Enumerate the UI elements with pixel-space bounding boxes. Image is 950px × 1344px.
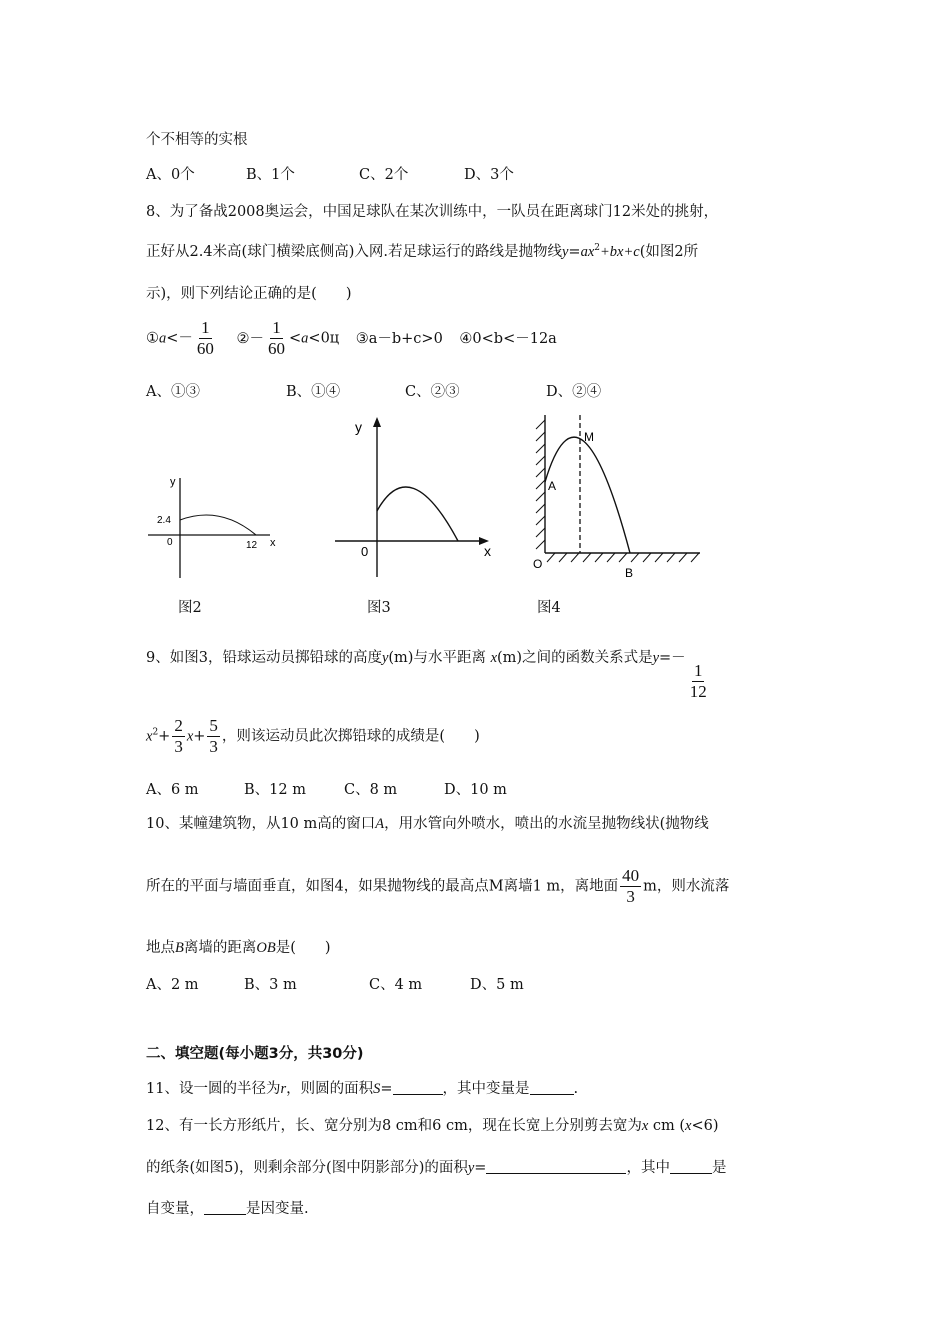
q7-options [146, 163, 746, 183]
q7-option-a: A、0个 [146, 167, 195, 183]
q10-option-b: B、3 m [244, 977, 297, 993]
q10-options [146, 973, 746, 993]
q8-line3: 示)，则下列结论正确的是( ) [146, 286, 352, 302]
q7-option-c: C、2个 [359, 167, 409, 183]
q12-blank-dependent[interactable] [204, 1200, 246, 1215]
q11-blank-area[interactable] [393, 1080, 443, 1095]
q9-option-a: A、6 m [146, 782, 199, 798]
fig4-point-a: A [548, 479, 557, 493]
q12-blank-area[interactable] [486, 1159, 626, 1174]
q9-options [146, 778, 746, 798]
fig4-ground-hatch [547, 553, 699, 562]
fig3-y-label: y [355, 419, 362, 435]
fig4-point-b: B [625, 566, 634, 580]
q9-option-d: D、10 m [444, 782, 507, 798]
fig3-caption: 图3 [367, 600, 391, 616]
q8-line2: 正好从2.4米高(球门横梁底侧高)入网.若足球运行的路线是抛物线$y=ax^2+bx+c$(如图2所 [146, 243, 699, 260]
fraction-1-60-b: $\frac{1}{60}$ [268, 318, 286, 358]
fig2-x-label: x [270, 537, 276, 549]
fraction-2-3: $\frac{2}{3}$ [174, 716, 183, 756]
q12-line2: 的纸条(如图5)，则剩余部分(图中阴影部分)的面积y= ，其中 是 [146, 1160, 727, 1176]
fraction-1-60: $\frac{1}{60}$ [196, 318, 214, 358]
fig3-x-label: x [484, 543, 491, 559]
q10-line3: 地点B离墙的距离OB是( ) [146, 940, 331, 956]
fig2-parabola [180, 515, 256, 535]
fig2-x-mark: 12 [246, 540, 258, 551]
fig2-origin: 0 [167, 537, 173, 548]
section-2-title: 二、填空题(每小题3分，共30分) [146, 1046, 364, 1062]
q10-line1: 10、某幢建筑物，从10 m高的窗口A，用水管向外喷水，喷出的水流呈抛物线状(抛物线 [146, 816, 709, 832]
q9-line1: 9、如图3，铅球运动员掷铅球的高度y(m)与水平距离 x(m)之间的函数关系式是y=－ $\frac{1}{12}$ [146, 650, 707, 701]
q8-option-d: D、②④ [546, 384, 602, 400]
q10-option-c: C、4 m [369, 977, 423, 993]
fig3-origin: 0 [361, 544, 369, 559]
fig4-parabola [545, 437, 630, 553]
fig4-caption: 图4 [537, 600, 561, 616]
q8-line1: 8、为了备战2008奥运会，中国足球队在某次训练中，一队员在距离球门12米处的挑射， [146, 204, 719, 220]
figure-2 [140, 470, 290, 585]
q11-blank-variable[interactable] [530, 1080, 574, 1095]
q8-options [146, 380, 746, 400]
q9-option-b: B、12 m [244, 782, 306, 798]
q9-line2: $x^2+$ $\frac{2}{3}$ x+ $\frac{5}{3}$ ，则该运动员此次掷铅球的成绩是( ) [146, 716, 480, 756]
fig4-origin: O [533, 557, 543, 571]
fig4-wall-hatch [536, 420, 545, 549]
q10-line2: 所在的平面与墙面垂直，如图4，如果抛物线的最高点M离墙1 m，离地面 $\frac{40}{3}$ m，则水流落 [146, 866, 730, 906]
fig2-y-mark: 2.4 [157, 515, 171, 526]
fraction-1-12: $\frac{1}{12}$ [689, 661, 707, 701]
q12-line3: 自变量， 是因变量. [146, 1201, 309, 1217]
q9-option-c: C、8 m [344, 782, 398, 798]
q8-option-b: B、①④ [286, 384, 341, 400]
q12-line1: 12、有一长方形纸片，长、宽分别为8 cm和6 cm，现在长宽上分别剪去宽为x cm (x<6) [146, 1118, 719, 1134]
fraction-5-3: $\frac{5}{3}$ [209, 716, 218, 756]
fig3-parabola [377, 487, 458, 541]
q11: 11、设一圆的半径为r，则圆的面积S= ，其中变量是 . [146, 1081, 579, 1097]
q7-option-d: D、3个 [464, 167, 514, 183]
fig3-y-arrow [373, 417, 381, 427]
q7-tail: 个不相等的实根 [146, 132, 248, 148]
q12-blank-independent[interactable] [670, 1159, 712, 1174]
q8-conclusions: ①a<－ $\frac{1}{60}$ ②－ $\frac{1}{60}$ <a<0ц ③a－b+c>0 ④0<b<－12a [146, 318, 557, 358]
q10-option-a: A、2 m [146, 977, 199, 993]
fig2-caption: 图2 [178, 600, 202, 616]
q8-option-a: A、①③ [146, 384, 200, 400]
fig4-point-m: M [584, 430, 594, 444]
fig2-y-label: y [170, 476, 176, 488]
figure-4 [525, 410, 715, 585]
fraction-40-3: $\frac{40}{3}$ [622, 866, 640, 906]
q10-option-d: D、5 m [470, 977, 524, 993]
q7-option-b: B、1个 [246, 167, 295, 183]
q8-option-c: C、②③ [405, 384, 460, 400]
figure-3 [330, 415, 500, 585]
